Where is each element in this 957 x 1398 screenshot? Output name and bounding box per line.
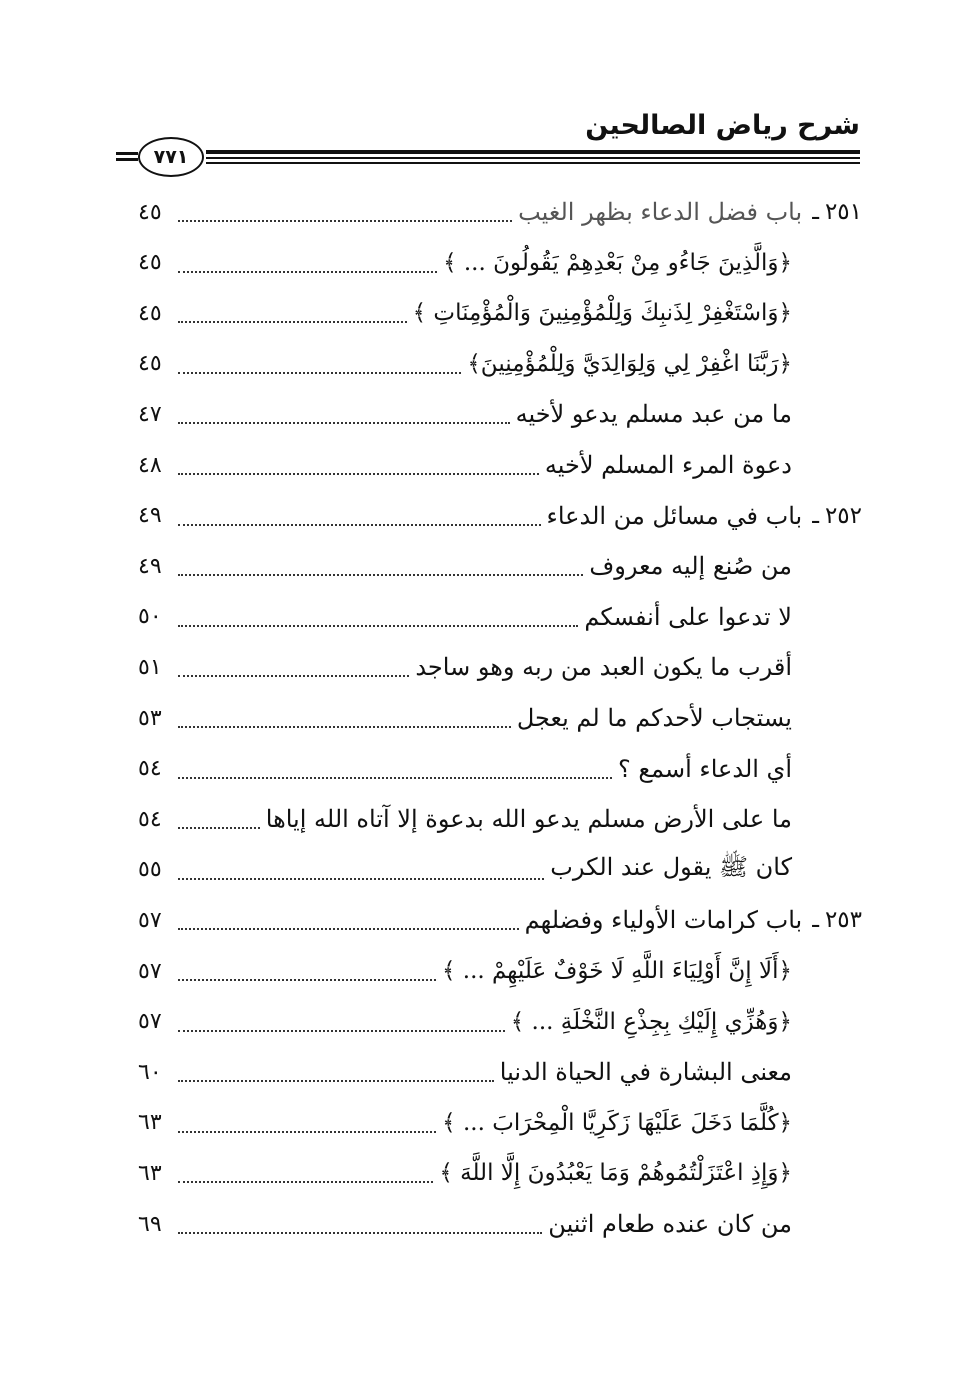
entry-page-number: ٥٤ [138,806,162,832]
entry-page-number: ٦٠ [138,1059,162,1085]
dot-leader [178,615,578,627]
dot-leader [178,918,519,930]
chapter-number [812,199,862,225]
dot-leader [178,1070,494,1082]
entry-page-number: ٤٩ [138,503,162,529]
dot-leader [178,311,407,323]
chapter-dash: ـ [812,502,819,529]
header-rule [206,150,860,154]
quran-verse-title: ﴿وَاسْتَغْفِرْ لِذَنبِكَ وَلِلْمُؤْمِنِينَ وَالْمُؤْمِنَاتِ ﴾ [412,300,792,327]
entry-title: ما على الأرض مسلم يدعو الله بدعوة إلا آتاه الله إياها [265,805,792,834]
page-number: ٧٧١ [138,137,204,177]
toc-entry-row [138,945,792,997]
quran-verse-title: ﴿وَهُزِّي إِلَيْكِ بِجِذْعِ النَّخْلَةِ ... ﴾ [510,1008,792,1035]
dot-leader [178,817,260,829]
entry-title: من كان عنده طعام اثنين [548,1210,792,1238]
entry-page-number: ٥٧ [138,958,162,984]
quran-verse-title: ﴿أَلَا إِنَّ أَوْلِيَاءَ اللَّهِ لَا خَوْفٌ عَلَيْهِمْ ... ﴾ [441,958,792,984]
toc-entry-row [138,844,792,896]
dot-leader [178,261,437,273]
dot-leader [178,665,409,677]
toc-entry-row [138,1147,792,1199]
entry-page-number: ٦٣ [138,1160,162,1186]
header-rule [206,157,860,159]
entry-page-number: ٤٨ [138,452,162,478]
dot-leader [178,1171,433,1183]
entry-page-number: ٤٥ [138,351,162,377]
toc-entry-row [138,540,792,592]
entry-page-number: ٥١ [138,654,162,680]
quran-verse-title: ﴿رَبَّنَا اغْفِرْ لِي وَلِوَالِدَيَّ وَلِلْمُؤْمِنِينَ﴾ [467,350,792,377]
toc-entry-row [138,388,792,440]
entry-title: باب في مسائل من الدعاء [546,501,803,530]
entry-page-number: ٥٥ [138,857,162,883]
dot-leader [178,564,583,576]
quran-verse-title: ﴿وَإِذِ اعْتَزَلْتُمُوهُمْ وَمَا يَعْبُدُونَ إِلَّا اللَّهَ ﴾ [439,1160,792,1187]
toc-entry-row [138,1198,792,1250]
chapter-number [812,503,862,529]
toc-entry-row [138,1097,792,1149]
toc-entry-row [138,338,792,390]
book-title: شرح رياض الصالحين [585,110,860,141]
entry-title: باب كرامات الأولياء وفضلهم [524,906,803,935]
entry-title: أقرب ما يكون العبد من ربه وهو ساجد [415,653,792,682]
dot-leader [178,463,539,475]
entry-page-number: ٦٣ [138,1110,162,1136]
dot-leader [178,767,612,779]
entry-page-number: ٤٥ [138,250,162,276]
toc-entry-row [138,1046,792,1098]
entry-page-number: ٥٣ [138,705,162,731]
toc-entry-row [138,641,792,693]
dot-leader [178,716,511,728]
entry-page-number: ٤٥ [138,300,162,326]
entry-page-number: ٤٩ [138,553,162,579]
quran-verse-title: ﴿وَالَّذِينَ جَاءُو مِنْ بَعْدِهِمْ يَقُولُونَ ... ﴾ [443,249,792,276]
entry-page-number: ٥٠ [138,604,162,630]
dot-leader [178,210,512,222]
header-rule [206,162,860,164]
entry-title: كان ﷺ يقول عند الكرب [550,853,792,882]
entry-title: معنى البشارة في الحياة الدنيا [499,1058,792,1087]
chapter-number-value: ٢٥٢ [824,502,862,529]
toc-entry-row [138,996,792,1048]
toc-entry-row [138,692,792,744]
toc-entry-row [138,237,792,289]
dot-leader [178,514,541,526]
dot-leader [178,969,436,981]
chapter-number-value: ٢٥٣ [824,907,862,934]
header-rule-cap [116,152,138,155]
header-rule-cap [116,158,138,161]
entry-page-number: ٤٥ [138,199,162,225]
dot-leader [178,1222,542,1234]
dot-leader [178,868,544,880]
entry-title: دعوة المرء المسلم لأخيه [544,451,792,479]
toc-entry-row [138,439,792,491]
entry-title: من صُنع إليه معروف [589,552,792,581]
toc-chapter-row [138,186,862,238]
toc-chapter-row [138,894,862,946]
dot-leader [178,1121,436,1133]
entry-page-number: ٥٧ [138,1009,162,1035]
entry-page-number: ٥٤ [138,756,162,782]
chapter-number-value: ٢٥١ [824,199,862,225]
chapter-dash: ـ [812,907,819,934]
entry-page-number: ٦٩ [138,1211,162,1237]
entry-page-number: ٥٧ [138,907,162,933]
chapter-number [812,907,862,933]
entry-title: لا تدعوا على أنفسكم [584,602,792,631]
dot-leader [178,412,510,424]
dot-leader [178,1020,505,1032]
entry-title: باب فضل الدعاء بظهر الغيب [518,198,803,226]
chapter-dash: ـ [812,199,819,225]
toc-entry-row [138,743,792,795]
toc-entry-row [138,287,792,339]
entry-title: أي الدعاء أسمع ؟ [618,754,792,783]
entry-title: ما من عبد مسلم يدعو لأخيه [515,400,792,429]
entry-title: يستجاب لأحدكم ما لم يعجل [516,704,792,732]
quran-verse-title: ﴿كُلَّمَا دَخَلَ عَلَيْهَا زَكَرِيَّا الْمِحْرَابَ ... ﴾ [442,1109,792,1136]
dot-leader [178,362,461,374]
entry-page-number: ٤٧ [138,401,162,427]
toc-entry-row [138,591,792,643]
toc-chapter-row [138,490,862,542]
toc-entry-row [138,793,792,845]
